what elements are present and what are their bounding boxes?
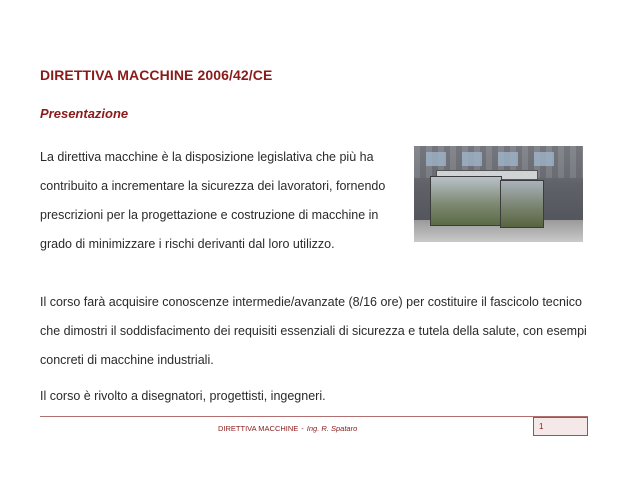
photo-cabin-right: [500, 180, 544, 228]
footer: [218, 424, 357, 433]
footer-label: DIRETTIVA MACCHINE: [218, 424, 299, 433]
photo-window: [534, 152, 554, 166]
photo-window: [426, 152, 446, 166]
paragraph-intro: La direttiva macchine è la disposizione legislativa che più ha contribuito a incrementare la sicurezza dei lavoratori, fornendo prescrizioni per la progettazione e costruzione di macchine in grado di minimizzare i rischi derivanti dal loro utilizzo.: [40, 150, 386, 251]
document-title: DIRETTIVA MACCHINE 2006/42/CE: [40, 67, 273, 83]
photo-window: [462, 152, 482, 166]
paragraph-course: Il corso farà acquisire conoscenze intermedie/avanzate (8/16 ore) per costituire il fascicolo tecnico che dimostri il soddisfacimento dei requisiti essenziali di sicurezza e tutela della salute, con esempi concreti di macchine industriali.: [40, 295, 587, 367]
footer-author: Ing. R. Spataro: [306, 424, 358, 433]
paragraph-audience: Il corso è rivolto a disegnatori, progettisti, ingegneri.: [40, 389, 326, 403]
page-number: 1: [539, 422, 544, 431]
photo-window: [498, 152, 518, 166]
footer-separator: -: [301, 424, 304, 433]
section-subtitle: Presentazione: [40, 106, 129, 121]
page-number-box: [533, 417, 588, 436]
footer-divider: [40, 416, 588, 417]
photo-cabin-left: [430, 176, 502, 226]
machine-photo: [414, 146, 583, 242]
